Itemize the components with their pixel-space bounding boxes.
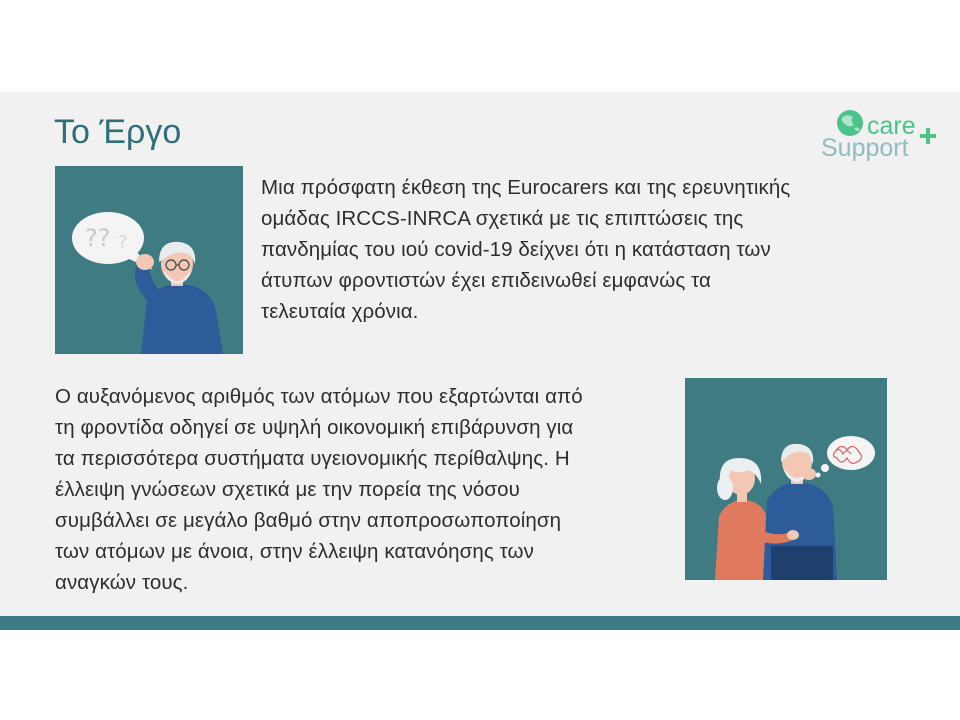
care-support-logo bbox=[818, 106, 948, 164]
text-line: πανδημίας του ιού covid-19 δείχνει ότι η κατάσταση των bbox=[261, 238, 771, 261]
globe-icon bbox=[837, 110, 863, 136]
question-marks: ?? bbox=[85, 224, 111, 252]
text-line: ομάδας IRCCS-INRCA σχετικά με τις επιπτώσεις της bbox=[261, 207, 744, 230]
paragraph-report bbox=[261, 172, 901, 327]
logo-word-support: Support bbox=[821, 134, 909, 162]
paragraph-care-burden bbox=[55, 381, 685, 598]
text-line: άτυπων φροντιστών έχει επιδεινωθεί εμφανώς τα bbox=[261, 269, 711, 292]
text-line: τα περισσότερα συστήματα υγειονομικής περίθαλψης. Η bbox=[55, 447, 570, 470]
plus-icon bbox=[920, 128, 936, 144]
text-line: αναγκών τους. bbox=[55, 571, 189, 594]
elderly-couple-illustration bbox=[685, 378, 887, 580]
text-line: έλλειψη γνώσεων σχετικά με την πορεία της νόσου bbox=[55, 478, 520, 501]
text-line: Ο αυξανόμενος αριθμός των ατόμων που εξαρτώνται από bbox=[55, 385, 583, 408]
text-line: Μια πρόσφατη έκθεση της Eurocarers και της ερευνητικής bbox=[261, 176, 791, 199]
confused-elderly-man-illustration bbox=[55, 166, 243, 354]
text-line: τελευταία χρόνια. bbox=[261, 300, 419, 323]
text-line: συμβάλλει σε μεγάλο βαθμό στην αποπροσωποποίηση bbox=[55, 509, 562, 532]
text-line: των ατόμων με άνοια, στην έλλειψη κατανόησης των bbox=[55, 540, 535, 563]
text-line: τη φροντίδα οδηγεί σε υψηλή οικονομική επιβάρυνση για bbox=[55, 416, 574, 439]
slide-title: Το Έργο bbox=[54, 113, 182, 151]
logo-word-care: care bbox=[867, 112, 916, 140]
svg-text:?: ? bbox=[118, 232, 128, 253]
bottom-accent-bar bbox=[0, 616, 960, 630]
